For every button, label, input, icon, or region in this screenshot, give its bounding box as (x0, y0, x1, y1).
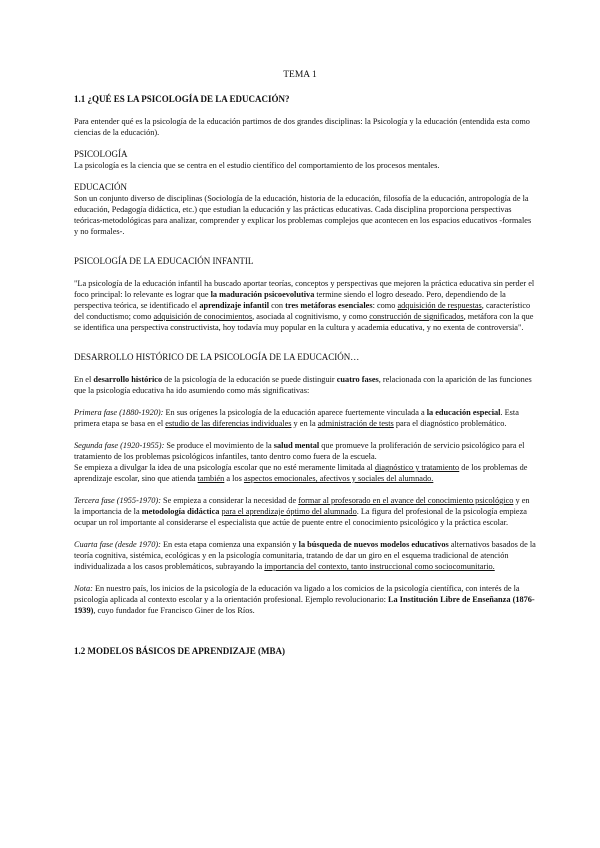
fase-3: Tercera fase (1955-1970): Se empieza a considerar la necesidad de formar al profesorado en el avance del conocimiento psicológico y en la importancia de la metodología didáctica para el aprendizaje óptimo del alumnado. La figura del profesional de la psicología empieza ocupar un rol importante al considerarse el especialista que actúe de puente entre el conocimiento psicológico y la práctica escolar. (74, 496, 530, 527)
document-title: TEMA 1 (283, 70, 317, 80)
section-heading-1-1: 1.1 ¿QUÉ ES LA PSICOLOGÍA DE LA EDUCACIÓN? (74, 94, 290, 104)
nota-paragraph: Nota: En nuestro país, los inicios de la psicología de la educación va ligado a los comicios de la psicología científica, con interés de la psicología aplicada al contexto escolar y a la orientación profesional. Ejemplo revolucionario: La Institución Libre de Enseñanza (1876-1939), cuyo fundador fue Francisco Giner de los Ríos. (74, 584, 535, 615)
intro-paragraph: Para entender qué es la psicología de la educación partimos de dos grandes disciplinas: la Psicología y la educación (entendida esta como ciencias de la educación). (74, 117, 530, 137)
psicologia-title: PSICOLOGÍA (74, 149, 128, 159)
fase-2: Segunda fase (1920-1955): Se produce el movimiento de la salud mental que promueve la proliferación de servicio psicológico para el tratamiento de los problemas psicológicos infantiles, tanto dentro como fuera de la escuela. (74, 441, 525, 461)
infantil-quote: "La psicología de la educación infantil ha buscado aportar teorías, conceptos y perspectivas que mejoren la práctica educativa sin perder el foco principal: lo relevante es lograr que la maduración psicoevolutiva termine siendo el logro deseado. Pero, dependiendo de la perspectiva teórica, se identificado el aprendizaje infantil con tres metáforas esenciales: como adquisición de respuestas, característico del conductismo; como adquisición de conocimientos, asociada al cognitivismo, y como construcción de significados, metáfora con la que se identifica una perspectiva constructivista, hoy todavía muy popular en la cultura y academia educativa, y no exenta de controversia". (74, 279, 535, 332)
fase-1: Primera fase (1880-1920): En sus orígenes la psicología de la educación aparece fuertemente vinculada a la educación especial. Esta primera etapa se basa en el estudio de las diferencias individuales y en la administración de tests para el diagnóstico problemático. (74, 408, 519, 428)
section-heading-1-2: 1.2 MODELOS BÁSICOS DE APRENDIZAJE (MBA) (74, 646, 286, 656)
infantil-title: PSICOLOGÍA DE LA EDUCACIÓN INFANTIL (74, 256, 254, 266)
fase-4: Cuarta fase (desde 1970): En esta etapa comienza una expansión y la búsqueda de nuevos modelos educativos alternativos basados de la teoría cognitiva, sistémica, ecológicas y en la psicología comunitaria, tratando de dar un giro en el esquema tradicional de atención individualizada a los casos problemáticos, subrayando la importancia del contexto, tanto instruccional como sociocomunitario. (74, 540, 536, 571)
document-body (74, 94, 536, 668)
desarrollo-title: DESARROLLO HISTÓRICO DE LA PSICOLOGÍA DE LA EDUCACIÓN… (74, 352, 360, 362)
educacion-text: Son un conjunto diverso de disciplinas (Sociología de la educación, historia de la educación, filosofía de la educación, antropología de la educación, Pedagogía didáctica, etc.) que estudian la educación y las prácticas educativas. Cada disciplina proporciona perspectivas teóricas-metodológicas para analizar, comprender y explicar los problemas complejos que acontecen en los espacios educativos -formales y no formales-. (74, 194, 532, 236)
psicologia-text: La psicología es la ciencia que se centra en el estudio científico del comportamiento de los procesos mentales. (74, 161, 440, 170)
desarrollo-intro: En el desarrollo histórico de la psicología de la educación se puede distinguir cuatro fases, relacionada con la aparición de las funciones que la psicología educativa ha ido asumiendo como más significativas: (74, 375, 532, 395)
educacion-title: EDUCACIÓN (74, 182, 127, 192)
fase-2-cont: Se empieza a divulgar la idea de una psicología escolar que no esté meramente limitada al diagnóstico y tratamiento de los problemas de aprendizaje escolar, sino que atienda también a los aspectos emocionales, afectivos y sociales del alumnado. (74, 463, 528, 483)
